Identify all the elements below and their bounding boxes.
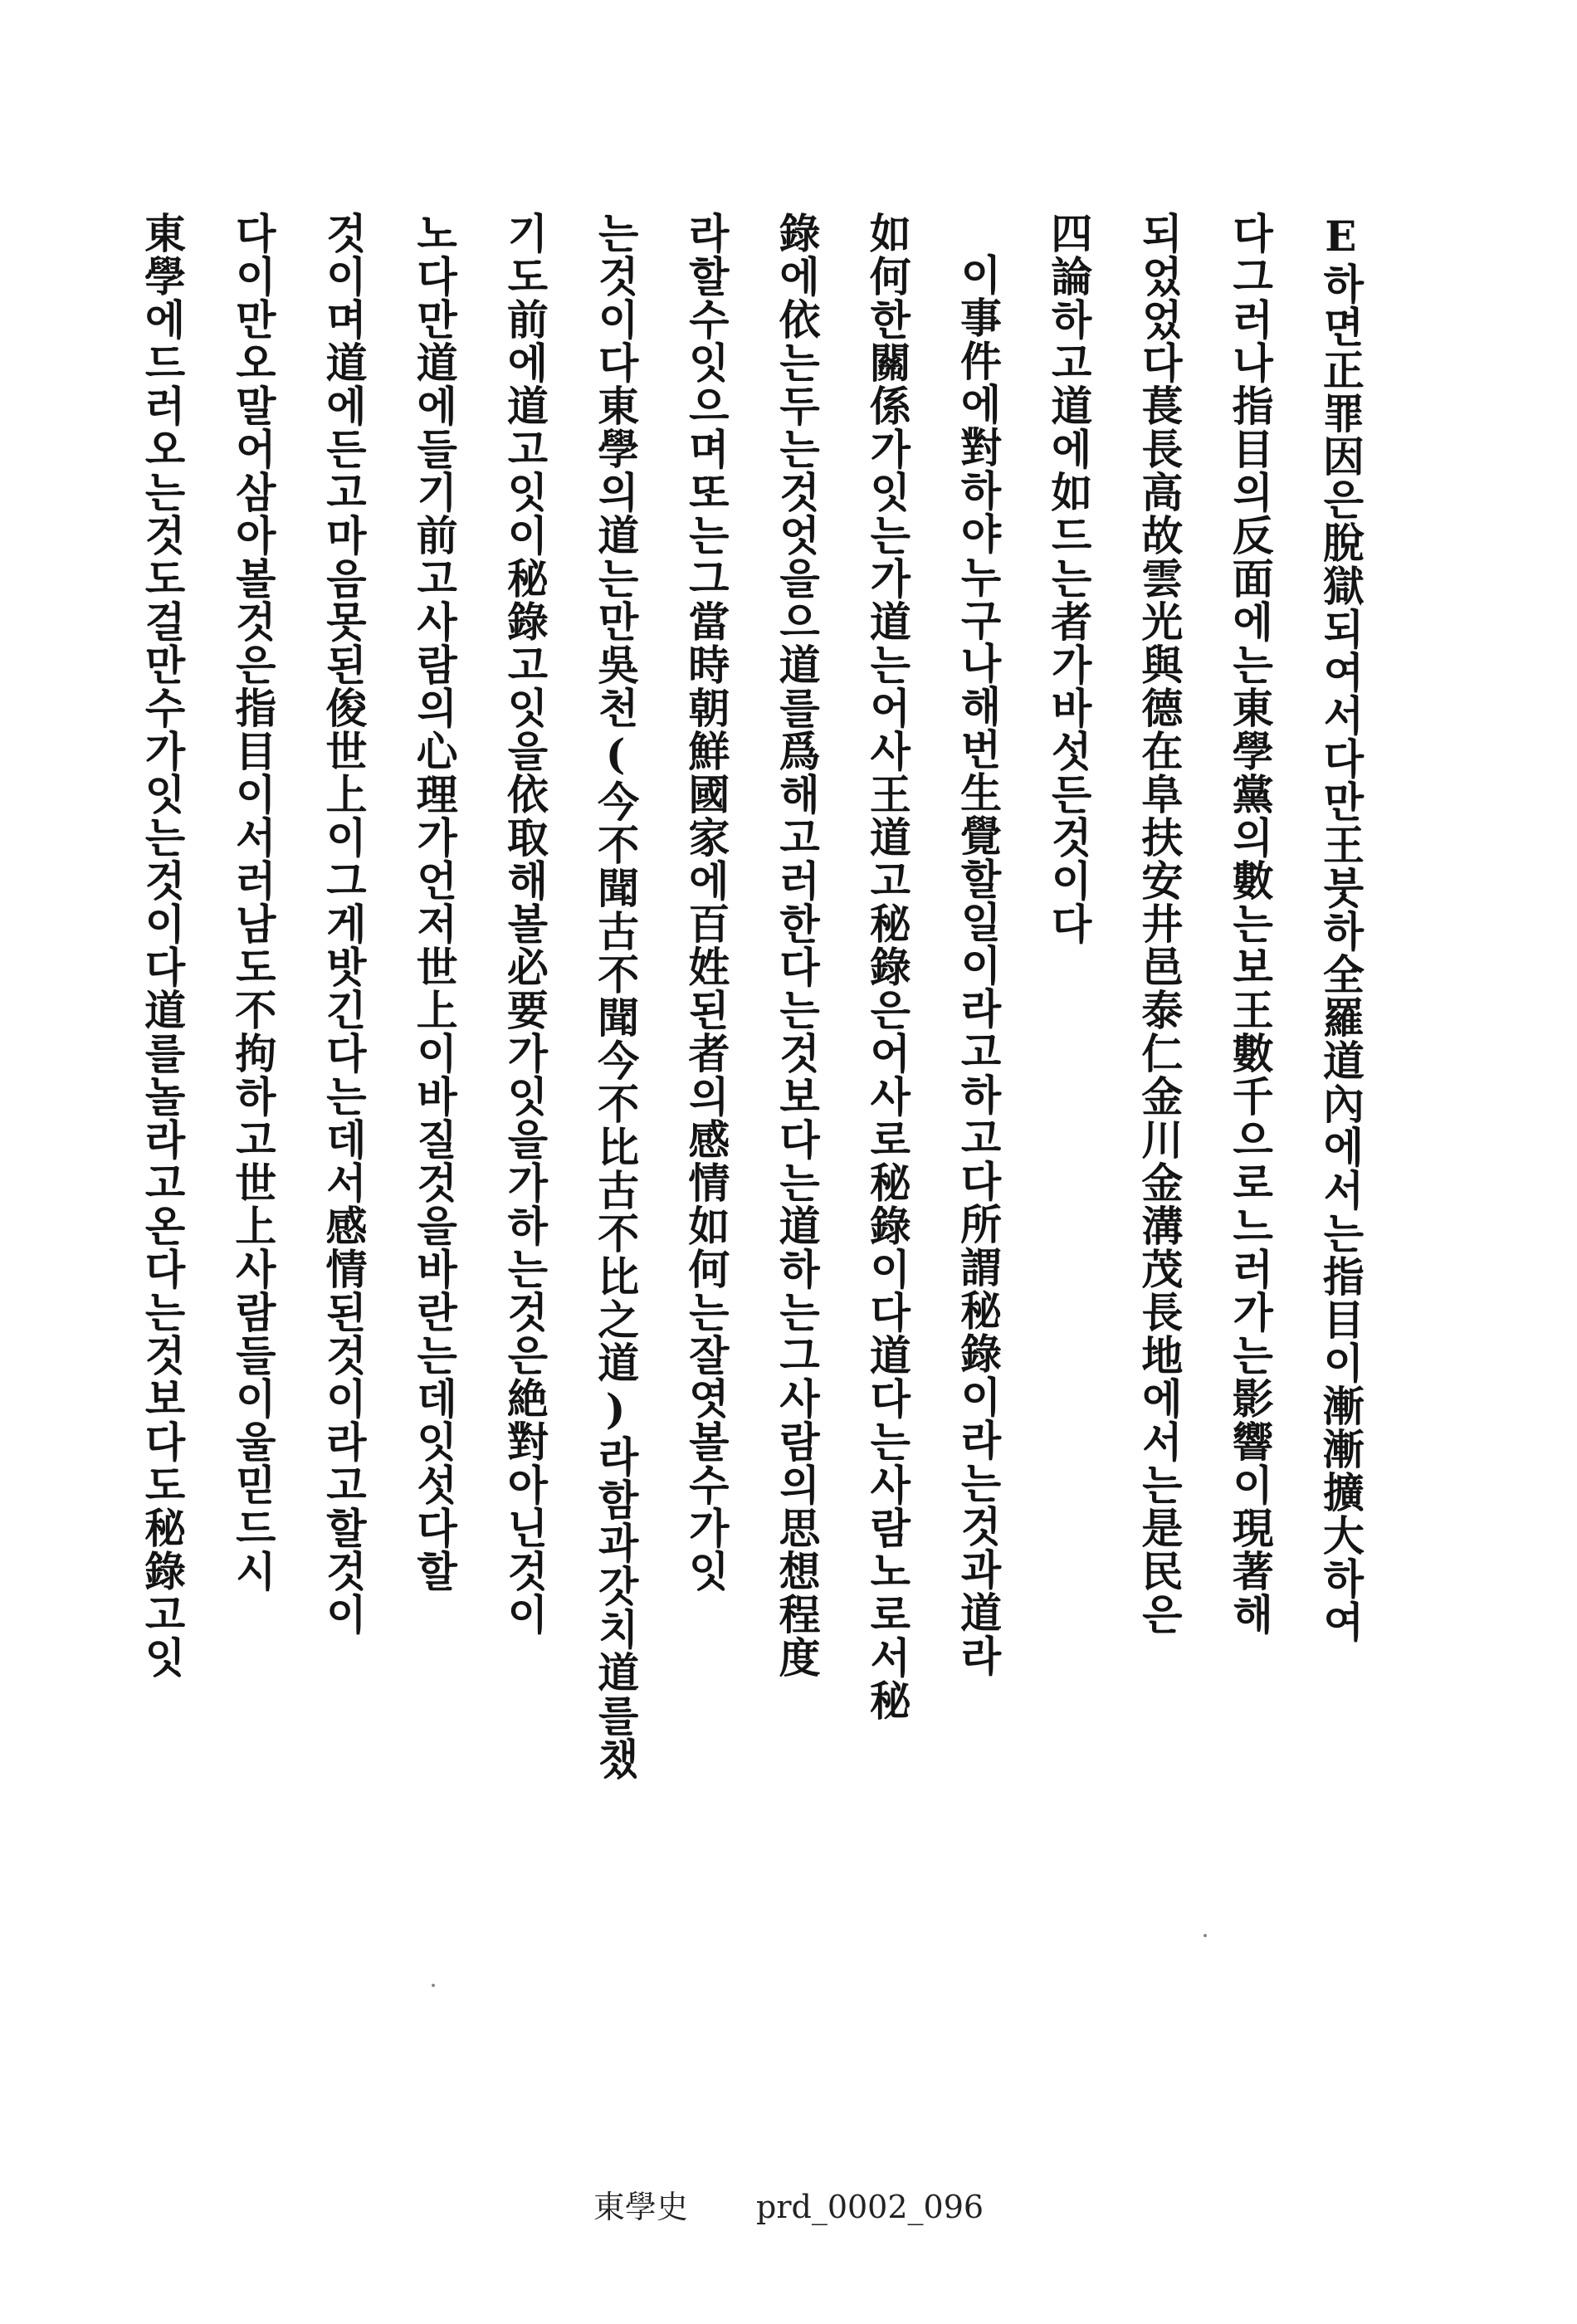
manuscript-column: 라할수잇으며또는그當時朝鮮國家에百姓된者의感情如何는잘엿볼수가잇 [681,212,731,1593]
scan-speck [1204,1934,1207,1937]
manuscript-column: 錄에依는두는것엇을으道를爲해고러한다는것보다는道하는그사람의思想程度 [772,212,822,1679]
manuscript-column: 四論하고道에如드는者가바섯든것이다 [1044,212,1094,945]
manuscript-column: E하면正罪因은脫獄되여서다만王붓하全羅道內에서는指目이漸漸擴大하여 [1316,212,1365,1643]
scan-speck [432,1984,435,1987]
manuscript-column: 東學에드러오는것도걸만수가잇는것이다道를놀라고온다는것보다도秘錄고잇 [138,212,187,1679]
manuscript-column: 기도前에道고잇이秘錄고잇을依取해볼必要가잇을가하는것은絶對아닌것이 [500,212,549,1636]
page-footer [0,2181,1577,2227]
manuscript-column: 는것이다東學의道는만吳천(今不聞古不聞今不比古不比之道)라함과갓치道를챘 [591,212,641,1780]
footer-title: 東學史 [593,2189,688,2225]
manuscript-column: 如何한關係가잇는가道는어사王道고秘錄은어사로秘錄이다道다는사람노로서秘 [862,212,912,1722]
manuscript-column: 것이며道에든고마음못된俊世上이그게밧긴다는데서感情된것이라고할것이 [319,212,369,1636]
manuscript-column: 이事件에對하야누구나해번生覺할일이라고하고다所謂秘錄이라는것과道라 [953,253,1003,1677]
manuscript-column: 되었었다萇長高故雲光與德在阜扶安井邑泰仁金川金溝茂長地에서는是民은 [1135,212,1184,1636]
manuscript-column: 노다만道에들기前고사람의心理가언저世上이바질것을바란는데잇섯다할 [409,212,459,1593]
manuscript-column: 다그러나指目의反面에는東學黨의數는보王數千으로느러가는影響이現著해 [1225,212,1275,1636]
manuscript-body [138,212,1365,1996]
footer-page-id: prd_0002_096 [756,2189,984,2225]
manuscript-column: 다이만오말어삼아볼것은指目이서러남도不拘하고世上사람들이울믿드시 [228,212,278,1593]
